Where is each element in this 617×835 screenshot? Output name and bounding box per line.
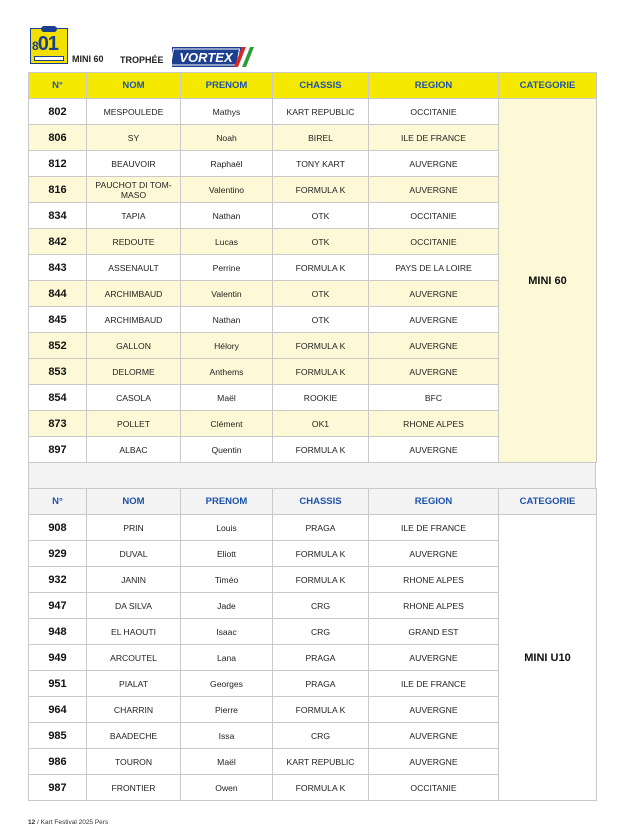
- cell-num: 947: [29, 593, 87, 619]
- cell-chassis: KART REPUBLIC: [273, 749, 369, 775]
- cell-chassis: CRG: [273, 593, 369, 619]
- cell-chassis: FORMULA K: [273, 255, 369, 281]
- cell-prenom: Issa: [181, 723, 273, 749]
- cell-nom: JANIN: [87, 567, 181, 593]
- mini60-table: [28, 72, 597, 463]
- cell-region: AUVERGNE: [369, 151, 499, 177]
- cell-region: ILE DE FRANCE: [369, 515, 499, 541]
- cell-region: OCCITANIE: [369, 99, 499, 125]
- cell-nom: TOURON: [87, 749, 181, 775]
- table-row: [29, 515, 597, 541]
- cell-num: 987: [29, 775, 87, 801]
- cell-region: AUVERGNE: [369, 697, 499, 723]
- col-nom: NOM: [87, 489, 181, 515]
- cell-chassis: FORMULA K: [273, 541, 369, 567]
- vortex-brand-text: VORTEX: [179, 50, 233, 65]
- cell-num: 964: [29, 697, 87, 723]
- cell-nom: PIALAT: [87, 671, 181, 697]
- series-logo: [30, 28, 68, 64]
- page-footer: [28, 819, 108, 826]
- col-categorie: CATEGORIE: [499, 489, 597, 515]
- cell-chassis: BIREL: [273, 125, 369, 151]
- cell-prenom: Mathys: [181, 99, 273, 125]
- cell-region: RHONE ALPES: [369, 567, 499, 593]
- cell-nom: ARCOUTEL: [87, 645, 181, 671]
- cell-region: OCCITANIE: [369, 229, 499, 255]
- cell-region: AUVERGNE: [369, 177, 499, 203]
- cell-prenom: Eliott: [181, 541, 273, 567]
- cell-num: 932: [29, 567, 87, 593]
- cell-nom: CASOLA: [87, 385, 181, 411]
- cell-chassis: FORMULA K: [273, 567, 369, 593]
- cell-nom: DUVAL: [87, 541, 181, 567]
- category-cell: MINI U10: [499, 515, 597, 801]
- col-num: N°: [29, 489, 87, 515]
- cell-region: GRAND EST: [369, 619, 499, 645]
- cell-num: 986: [29, 749, 87, 775]
- cell-num: 948: [29, 619, 87, 645]
- cell-prenom: Timéo: [181, 567, 273, 593]
- cell-region: BFC: [369, 385, 499, 411]
- cell-nom: POLLET: [87, 411, 181, 437]
- cell-num: 985: [29, 723, 87, 749]
- cell-prenom: Valentino: [181, 177, 273, 203]
- cell-nom: DA SILVA: [87, 593, 181, 619]
- cell-prenom: Anthems: [181, 359, 273, 385]
- cell-region: AUVERGNE: [369, 749, 499, 775]
- cell-prenom: Jade: [181, 593, 273, 619]
- cell-num: 929: [29, 541, 87, 567]
- cell-chassis: ROOKIE: [273, 385, 369, 411]
- cell-num: 845: [29, 307, 87, 333]
- vortex-logo: [172, 46, 254, 68]
- cell-region: AUVERGNE: [369, 359, 499, 385]
- cell-nom: BAADECHE: [87, 723, 181, 749]
- col-categorie: CATEGORIE: [499, 73, 597, 99]
- cell-nom: EL HAOUTI: [87, 619, 181, 645]
- cell-nom: REDOUTE: [87, 229, 181, 255]
- cell-region: AUVERGNE: [369, 307, 499, 333]
- cell-chassis: FORMULA K: [273, 775, 369, 801]
- cell-num: 834: [29, 203, 87, 229]
- cell-region: AUVERGNE: [369, 645, 499, 671]
- cell-prenom: Lucas: [181, 229, 273, 255]
- col-prenom: PRENOM: [181, 489, 273, 515]
- cell-num: 873: [29, 411, 87, 437]
- logo-foot: [34, 56, 64, 61]
- cell-chassis: CRG: [273, 723, 369, 749]
- cell-chassis: CRG: [273, 619, 369, 645]
- cell-chassis: FORMULA K: [273, 697, 369, 723]
- footer-text: / Kart Festival 2025 Pers: [37, 819, 109, 826]
- cell-num: 806: [29, 125, 87, 151]
- cell-prenom: Perrine: [181, 255, 273, 281]
- col-num: N°: [29, 73, 87, 99]
- cell-num: 854: [29, 385, 87, 411]
- cell-chassis: FORMULA K: [273, 437, 369, 463]
- cell-chassis: OK1: [273, 411, 369, 437]
- cell-chassis: OTK: [273, 307, 369, 333]
- col-nom: NOM: [87, 73, 181, 99]
- col-chassis: CHASSIS: [273, 489, 369, 515]
- cell-chassis: PRAGA: [273, 515, 369, 541]
- table-row: [29, 99, 597, 125]
- table-separator: [28, 462, 596, 489]
- cell-prenom: Lana: [181, 645, 273, 671]
- cell-nom: ASSENAULT: [87, 255, 181, 281]
- cell-num: 852: [29, 333, 87, 359]
- cell-num: 843: [29, 255, 87, 281]
- cell-num: 951: [29, 671, 87, 697]
- cell-nom: PAUCHOT DI TOM-MASO: [87, 177, 181, 203]
- cell-region: AUVERGNE: [369, 437, 499, 463]
- col-chassis: CHASSIS: [273, 73, 369, 99]
- cell-prenom: Maël: [181, 749, 273, 775]
- cell-nom: GALLON: [87, 333, 181, 359]
- cell-chassis: PRAGA: [273, 671, 369, 697]
- cell-chassis: TONY KART: [273, 151, 369, 177]
- cell-region: AUVERGNE: [369, 723, 499, 749]
- table-header: [29, 73, 597, 99]
- trophy-label: TROPHÉE: [120, 55, 164, 65]
- col-region: REGION: [369, 489, 499, 515]
- cell-nom: DELORME: [87, 359, 181, 385]
- category-cell: MINI 60: [499, 99, 597, 463]
- logo-number: 801: [32, 33, 58, 55]
- cell-num: 842: [29, 229, 87, 255]
- cell-num: 802: [29, 99, 87, 125]
- cell-prenom: Clément: [181, 411, 273, 437]
- cell-num: 949: [29, 645, 87, 671]
- cell-chassis: OTK: [273, 229, 369, 255]
- cell-region: AUVERGNE: [369, 333, 499, 359]
- cell-region: AUVERGNE: [369, 281, 499, 307]
- logo-cap: [41, 26, 57, 32]
- cell-nom: TAPIA: [87, 203, 181, 229]
- cell-chassis: FORMULA K: [273, 177, 369, 203]
- cell-num: 812: [29, 151, 87, 177]
- cell-nom: FRONTIER: [87, 775, 181, 801]
- cell-prenom: Quentin: [181, 437, 273, 463]
- cell-region: OCCITANIE: [369, 775, 499, 801]
- table-header: [29, 489, 597, 515]
- cell-region: RHONE ALPES: [369, 411, 499, 437]
- cell-chassis: FORMULA K: [273, 333, 369, 359]
- cell-num: 897: [29, 437, 87, 463]
- cell-nom: BEAUVOIR: [87, 151, 181, 177]
- cell-chassis: FORMULA K: [273, 359, 369, 385]
- cell-region: ILE DE FRANCE: [369, 671, 499, 697]
- cell-nom: ARCHIMBAUD: [87, 281, 181, 307]
- cell-prenom: Maël: [181, 385, 273, 411]
- cell-prenom: Isaac: [181, 619, 273, 645]
- cell-nom: CHARRIN: [87, 697, 181, 723]
- cell-prenom: Owen: [181, 775, 273, 801]
- cell-num: 908: [29, 515, 87, 541]
- mini-u10-table: [28, 488, 597, 801]
- cell-nom: MESPOULEDE: [87, 99, 181, 125]
- cell-prenom: Nathan: [181, 307, 273, 333]
- cell-nom: SY: [87, 125, 181, 151]
- col-region: REGION: [369, 73, 499, 99]
- cell-num: 816: [29, 177, 87, 203]
- cell-chassis: OTK: [273, 203, 369, 229]
- cell-num: 844: [29, 281, 87, 307]
- series-title: MINI 60: [72, 54, 104, 64]
- cell-region: RHONE ALPES: [369, 593, 499, 619]
- cell-nom: ALBAC: [87, 437, 181, 463]
- cell-prenom: Valentin: [181, 281, 273, 307]
- col-prenom: PRENOM: [181, 73, 273, 99]
- cell-prenom: Hélory: [181, 333, 273, 359]
- cell-region: AUVERGNE: [369, 541, 499, 567]
- cell-region: OCCITANIE: [369, 203, 499, 229]
- cell-prenom: Raphaël: [181, 151, 273, 177]
- cell-chassis: KART REPUBLIC: [273, 99, 369, 125]
- cell-region: PAYS DE LA LOIRE: [369, 255, 499, 281]
- cell-chassis: OTK: [273, 281, 369, 307]
- cell-prenom: Georges: [181, 671, 273, 697]
- cell-num: 853: [29, 359, 87, 385]
- cell-nom: ARCHIMBAUD: [87, 307, 181, 333]
- page-number: 12: [28, 819, 36, 826]
- cell-prenom: Louis: [181, 515, 273, 541]
- cell-nom: PRIN: [87, 515, 181, 541]
- cell-prenom: Nathan: [181, 203, 273, 229]
- cell-prenom: Pierre: [181, 697, 273, 723]
- cell-chassis: PRAGA: [273, 645, 369, 671]
- cell-region: ILE DE FRANCE: [369, 125, 499, 151]
- cell-prenom: Noah: [181, 125, 273, 151]
